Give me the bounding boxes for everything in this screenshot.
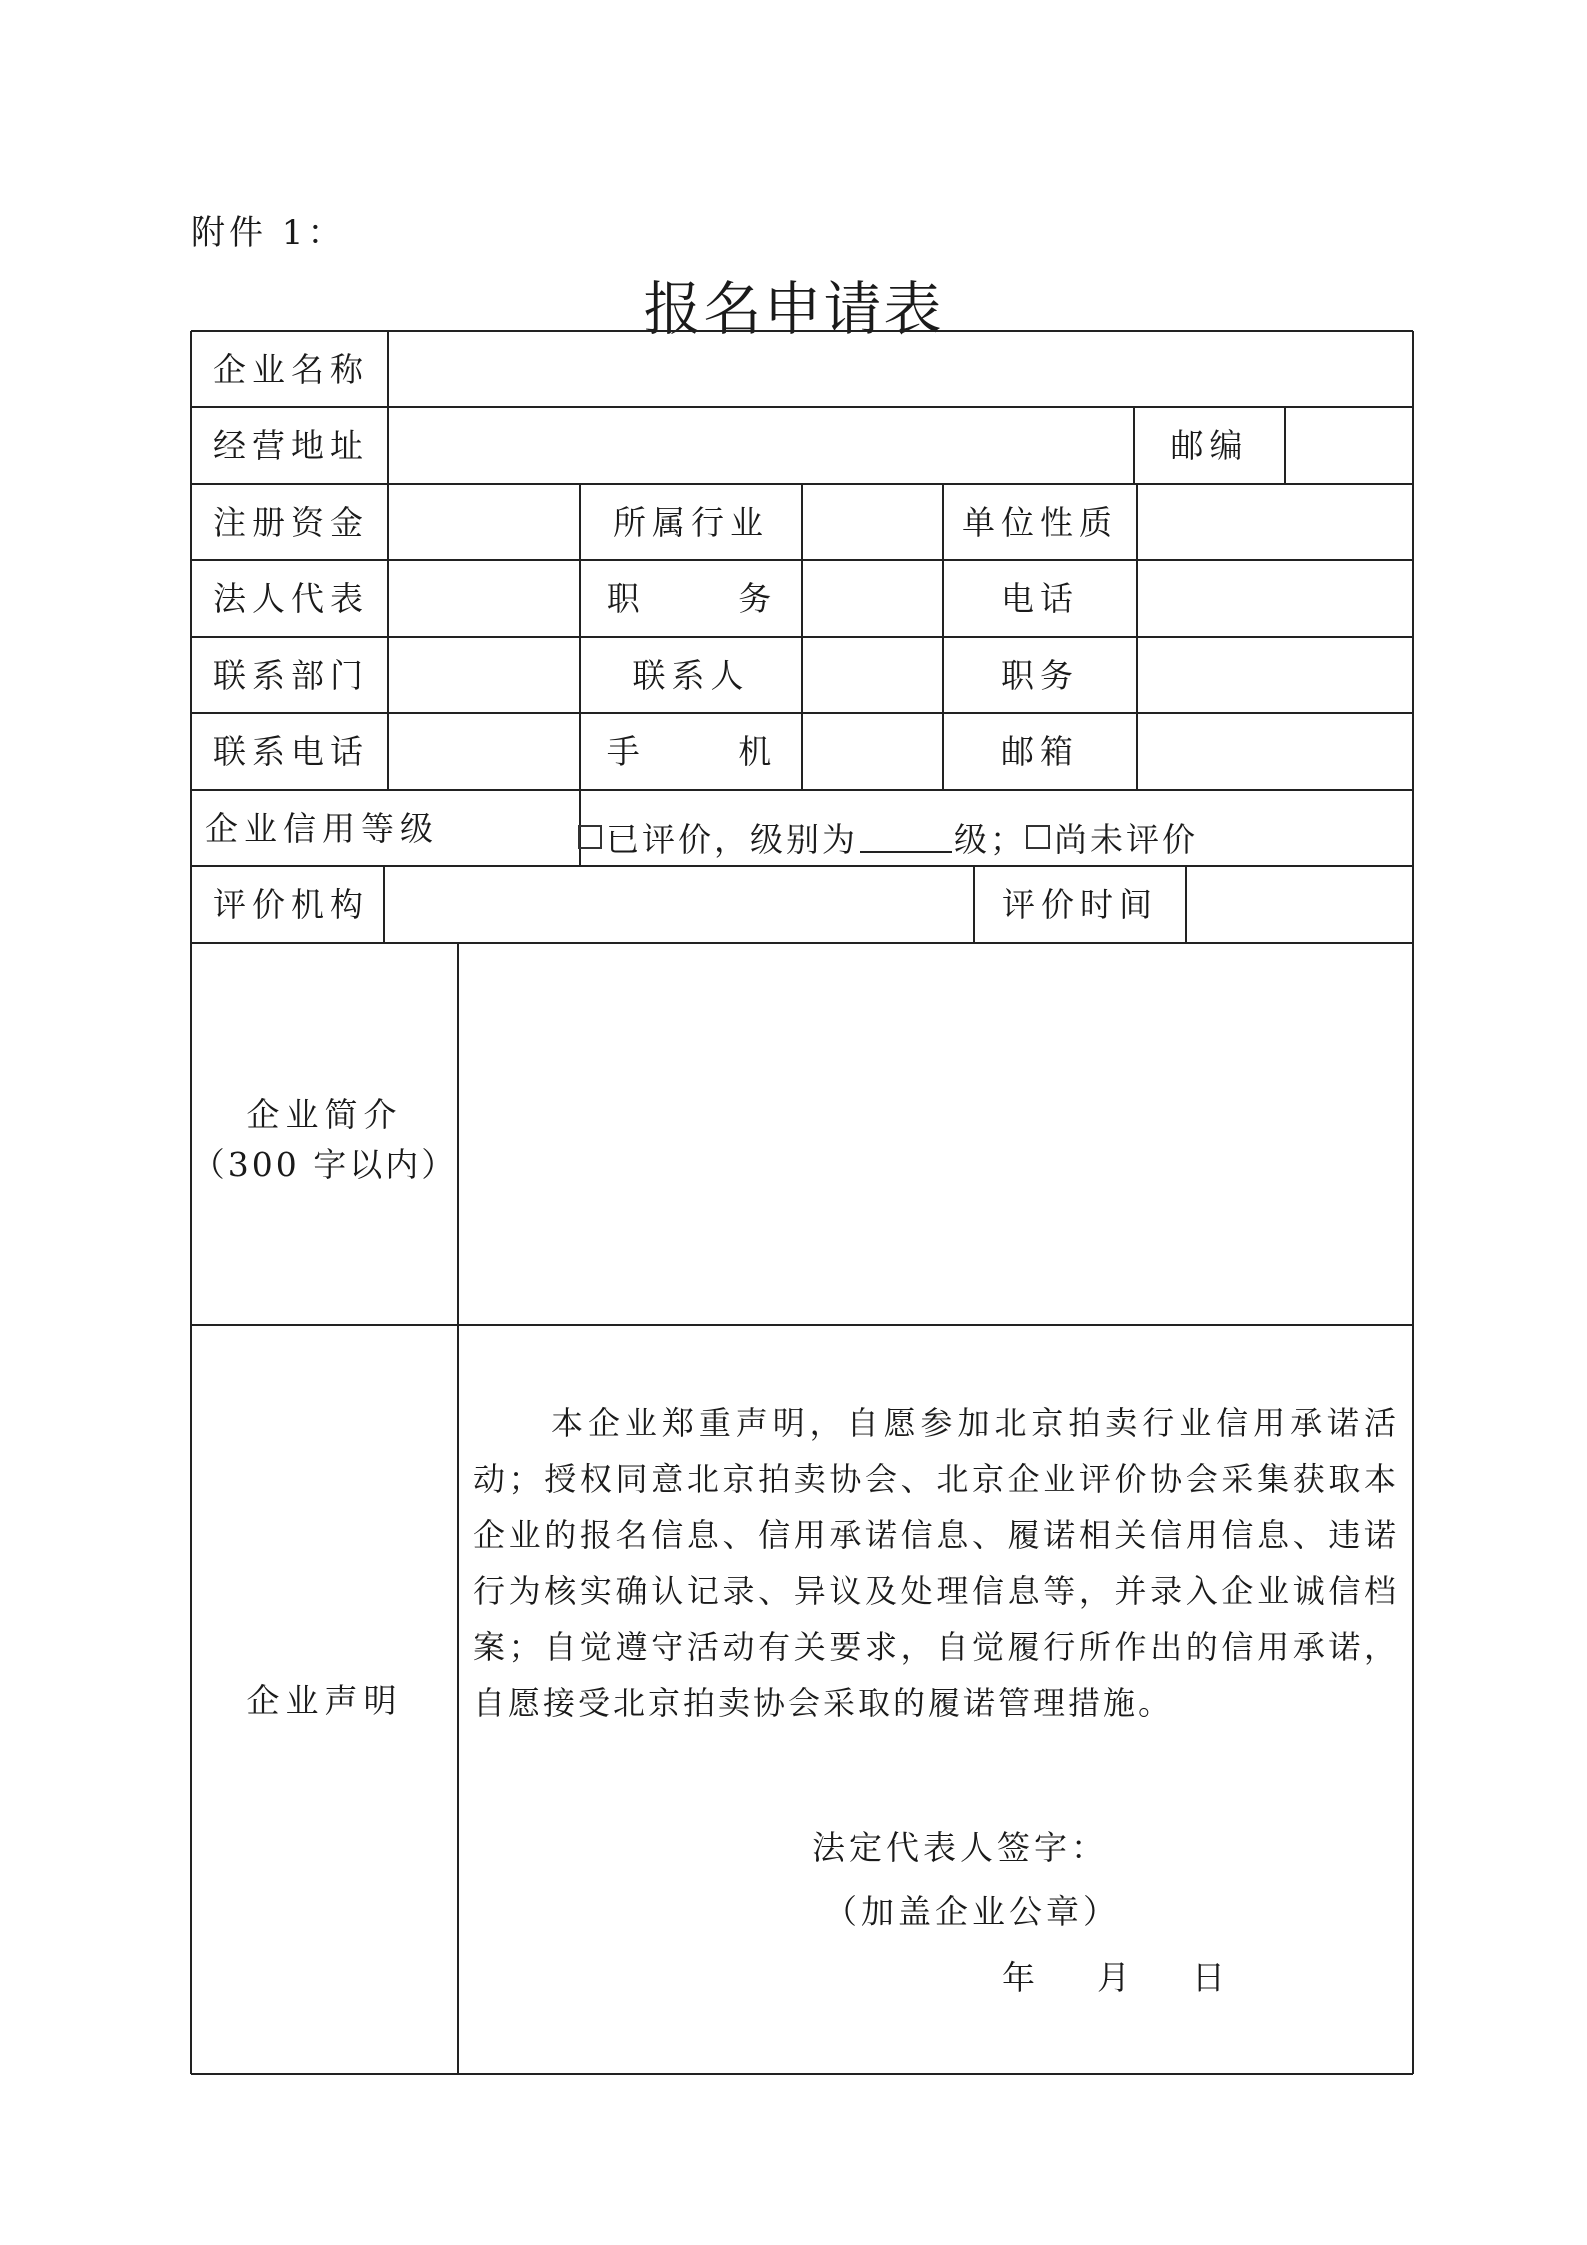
signature-label: 法定代表人签字： [812,1828,1108,1867]
contact-dept-field[interactable] [389,638,579,712]
email-label: 邮箱 [1001,732,1079,771]
phone-field[interactable] [1138,561,1412,636]
declaration-text-block [473,1395,1399,1731]
credit-rated-checkbox[interactable] [578,825,602,849]
credit-grade-suffix: 级； [954,819,1026,859]
date-month-label: 月 [1097,1958,1134,1997]
seal-label: （加盖企业公章） [824,1892,1120,1931]
rating-agency-label: 评价机构 [213,885,369,924]
credit-level-options [578,810,1198,864]
contact-person-field[interactable] [803,638,942,712]
postcode-field[interactable] [1286,408,1412,483]
rating-agency-field[interactable] [385,867,973,942]
mobile-field[interactable] [803,714,942,789]
mobile-label: 手 机 [606,732,816,771]
email-field[interactable] [1138,714,1412,789]
position-label: 职 务 [606,579,816,618]
legal-rep-field[interactable] [389,561,579,636]
credit-not-rated-checkbox[interactable] [1026,825,1050,849]
rating-time-field[interactable] [1187,867,1412,942]
registered-capital-label: 注册资金 [213,502,369,542]
credit-rated-label: 已评价，级别为 [606,819,858,859]
company-name-field[interactable] [389,332,1412,406]
declaration-text: 本企业郑重声明，自愿参加北京拍卖行业信用承诺活动；授权同意北京拍卖协会、北京企业评价协会采集获取本企业的报名信息、信用承诺信息、履诺相关信用信息、违诺行为核实确认记录、异议及处理信息等，并录入企业诚信档案；自觉遵守活动有关要求，自觉履行所作出的信用承诺，自愿接受北京拍卖协会采取的履诺管理措施。 [473,1404,1399,1722]
intro-label: 企业简介 [246,1095,403,1134]
intro-field[interactable] [459,944,1412,1324]
unit-nature-label: 单位性质 [962,502,1118,542]
phone-label: 电话 [1001,579,1079,618]
unit-nature-field[interactable] [1138,485,1412,559]
company-name-label: 企业名称 [213,349,369,389]
date-day-label: 日 [1192,1958,1229,1997]
contact-position-field[interactable] [1138,638,1412,712]
date-year-label: 年 [1002,1958,1039,1997]
address-field[interactable] [389,408,1133,483]
form-title: 报名申请表 [643,275,944,343]
credit-grade-blank[interactable] [860,821,952,853]
industry-label: 所属行业 [613,502,769,542]
contact-phone-label: 联系电话 [213,732,369,771]
credit-not-rated-label: 尚未评价 [1054,819,1198,859]
intro-label-block [191,1085,458,1195]
industry-field[interactable] [803,485,942,559]
intro-limit-label: （300 字以内） [191,1145,458,1184]
rating-time-label: 评价时间 [1002,885,1158,924]
contact-phone-field[interactable] [389,714,579,789]
registered-capital-field[interactable] [389,485,579,559]
attachment-label: 附件 1： [191,213,346,253]
position-field[interactable] [803,561,942,636]
contact-dept-label: 联系部门 [213,655,369,695]
credit-level-label: 企业信用等级 [205,808,439,848]
contact-person-label: 联系人 [632,655,750,695]
declaration-label: 企业声明 [246,1680,403,1720]
address-label: 经营地址 [213,426,369,465]
legal-rep-label: 法人代表 [213,579,369,618]
postcode-label: 邮编 [1170,426,1249,465]
contact-position-label: 职务 [1001,655,1079,695]
